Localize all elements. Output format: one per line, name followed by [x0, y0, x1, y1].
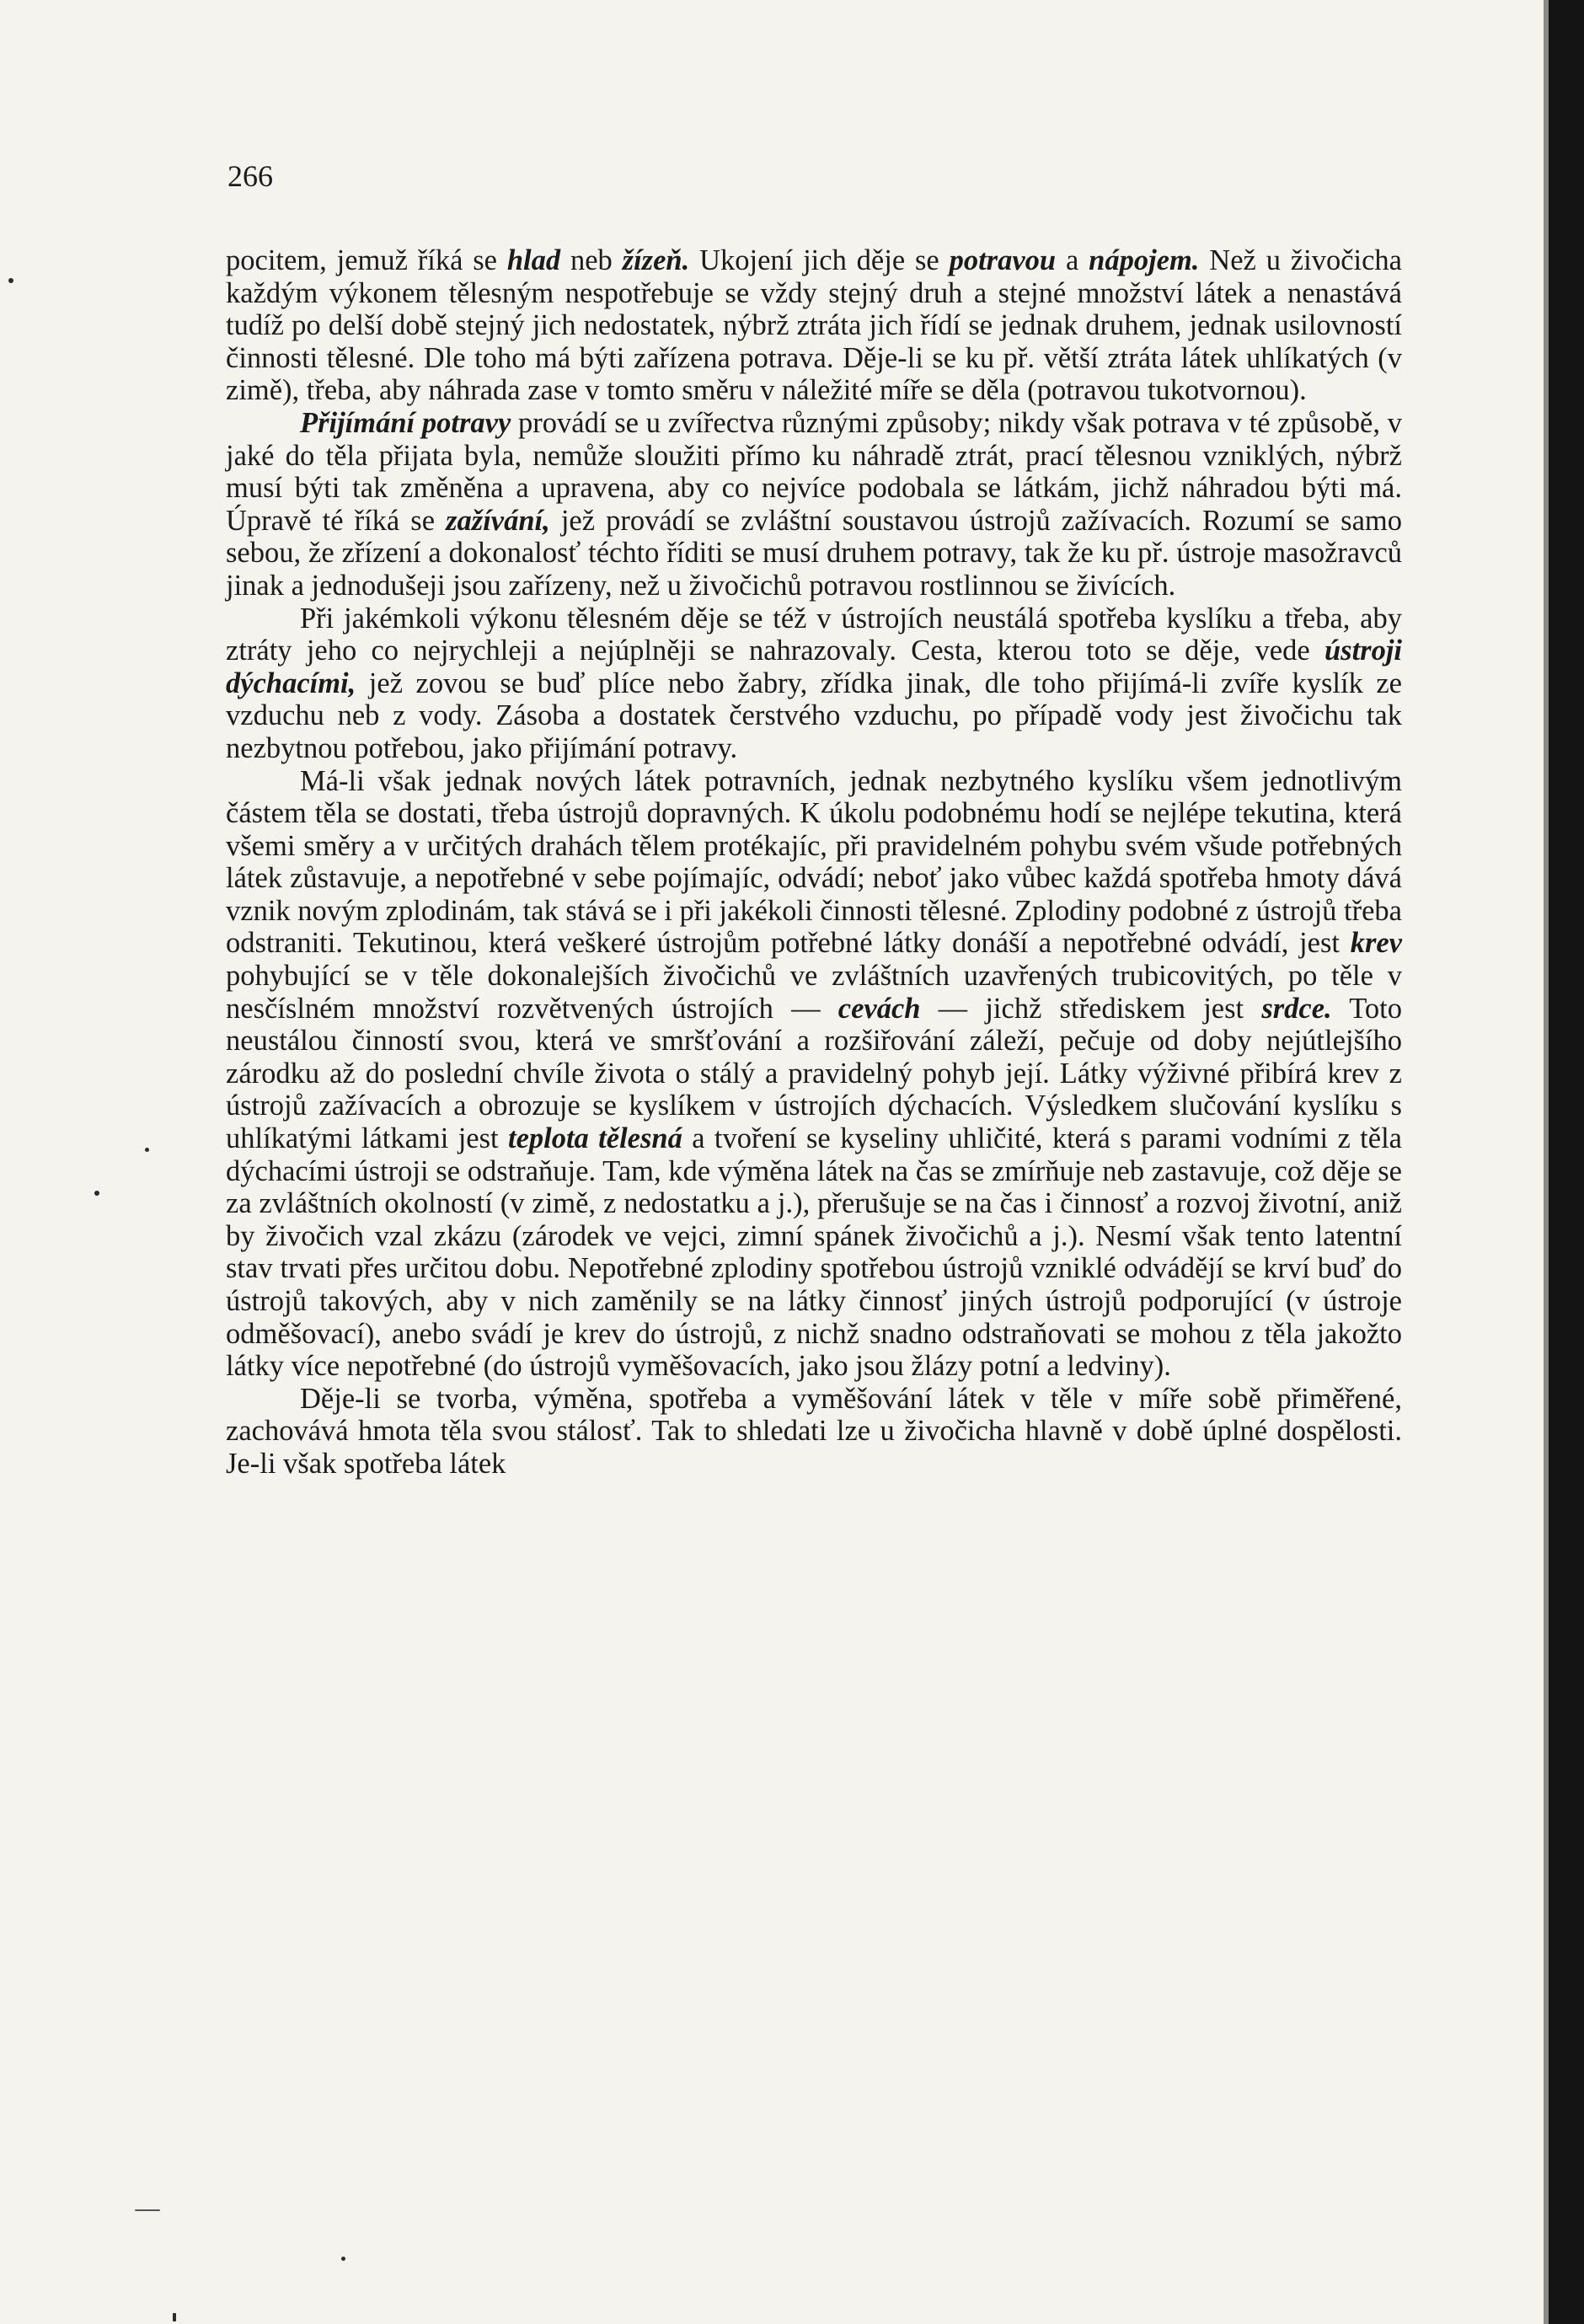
scan-speck [173, 2313, 176, 2321]
paragraph [226, 244, 1402, 407]
text-run: Při jakémkoli výkonu tělesném děje se též v ústrojích neustálá spotřeba kyslíku a třeba, aby ztráty jeho co nejrychleji a nejúplněji se nahrazovaly. Cesta, kterou toto se děje, vede [226, 602, 1402, 667]
text-run: Děje-li se tvorba, výměna, spotřeba a vyměšování látek v těle v míře sobě přiměřené, zachovává hmota těla svou stálosť. Tak to shledati lze u živočicha hlavně v době úplné dospělosti. Je-li však spotřeba látek [226, 1382, 1402, 1480]
text-run: Toto neustálou činností svou, která ve smršťování a rozšiřování záleží, pečuje od doby nejútlejšího zárodku až do poslední chvíle života o stálý a pravidelný pohyb její. Látky výživné přibírá krev z ústrojů zažívacích a obrozuje se kyslíkem v ústrojích dýchacích. Výsledkem slučování kyslíku s uhlíkatými látkami jest [226, 992, 1402, 1155]
paragraph [226, 602, 1402, 765]
text-run: neb [560, 244, 623, 276]
text-run: provádí se u zvířectva různými způsoby; nikdy však potrava v té způsobě, v jaké do těla přijata byla, nemůže sloužiti přímo ku náhradě ztrát, prací tělesnou vzniklých, nýbrž musí býti tak změněna a upravena, aby co nejvíce podobala se látkám, jichž náhradou býti má. Úpravě té říká se [226, 406, 1403, 537]
text-run: jež zovou se buď plíce nebo žabry, zřídka jinak, dle toho přijímá-li zvíře kyslík ze vzduchu neb z vody. Zásoba a dostatek čerstvého vzduchu, po případě vody jest živočichu tak nezbytnou potřebou, jako přijímání potravy. [226, 667, 1402, 764]
emphasized-term: žízeň. [622, 244, 690, 276]
emphasized-term: ústroji dýchacími, [226, 635, 1402, 699]
text-run: Má-li však jednak nových látek potravních, jednak nezbytného kyslíku všem jednotlivým částem těla se dostati, třeba ústrojů dopravných. K úkolu podobnému hodí se nejlépe tekutina, která všemi směry a v určitých drahách tělem protékajíc, při pravidelném pohybu svém všude potřebných látek zůstavuje, a nepotřebné v sebe pojímajíc, odvádí; neboť jako vůbec každá spotřeba hmoty dává vznik novým zplodinám, tak stává se i při jakékoli činnosti tělesné. Zplodiny podobné z ústrojů třeba odstraniti. Tekutinou, která veškeré ústrojům potřebné látky donáší a nepotřebné odvádí, jest [226, 764, 1402, 960]
page-number: 266 [227, 159, 273, 193]
emphasized-term: teplota tělesná [507, 1122, 682, 1155]
text-run: Ukojení jich děje se [689, 244, 950, 276]
emphasized-term: krev [1350, 927, 1402, 960]
scan-speck [135, 2209, 160, 2211]
scan-speck [94, 1191, 99, 1196]
emphasized-term: nápojem. [1089, 244, 1200, 276]
emphasized-term: cevách [837, 992, 921, 1025]
emphasized-term: Přijímání potravy [300, 406, 511, 439]
paragraph [226, 1383, 1402, 1481]
text-run: Než u živočicha každým výkonem tělesným nespotřebuje se vždy stejný druh a stejné množství látek a nenastává tudíž po delší době stejný jich nedostatek, nýbrž ztráta jich řídí se jednak druhem, jednak usilovností činnosti tělesné. Dle toho má býti zařízena potrava. Děje-li se ku př. větší ztráta látek uhlíkatých (v zimě), třeba, aby náhrada zase v tomto směru v náležité míře se děla (potravou tukotvornou). [226, 244, 1402, 407]
text-run: a [1056, 244, 1089, 276]
scan-speck [341, 2257, 345, 2261]
body-text [226, 244, 1402, 1481]
text-run: pocitem, jemuž říká se [226, 244, 507, 276]
text-run: jež provádí se zvláštní soustavou ústrojů zažívacích. Rozumí se samo sebou, že zřízení a dokonalosť téchto říditi se musí druhem potravy, tak že ku př. ústroje masožravců jinak a jednodušeji jsou zařízeny, než u živočichů potravou rostlinnou se živících. [226, 504, 1402, 602]
paragraph [226, 407, 1402, 602]
scan-speck [8, 278, 13, 283]
emphasized-term: hlad [506, 244, 561, 276]
text-run: — jichž střediskem jest [920, 992, 1262, 1025]
text-run: a tvoření se kyseliny uhličité, která s parami vodními z těla dýchacími ústroji se odstraňuje. Tam, kde výměna látek na čas se zmírňuje neb zastavuje, což děje se za zvláštních okolností (v zimě, z nedostatku a j.), přerušuje se na čas i činnosť a rozvoj životní, aniž by živočich vzal zkázu (zárodek ve vejci, zimní spánek živočichů a j.). Nesmí však tento latentní stav trvati přes určitou dobu. Nepotřebné zplodiny spotřebou ústrojů vzniklé odvádějí se krví buď do ústrojů takových, aby v nich zaměnily se na látky činnosť jiných ústrojů podporující (v ústroje odměšovací), anebo svádí je krev do ústrojů, z nichž snadno odstraňovati se mohou z těla jakožto látky více nepotřebné (do ústrojů vyměšovacích, jako jsou žlázy potní a ledviny). [226, 1122, 1402, 1383]
scan-speck [145, 1148, 149, 1152]
paragraph [226, 765, 1402, 1383]
emphasized-term: zažívání, [446, 504, 550, 537]
emphasized-term: srdce. [1261, 992, 1332, 1025]
text-run: pohybující se v těle dokonalejších živočichů ve zvláštních uzavřených trubicovitých, po těle v nesčíslném množství rozvětvených ústrojích — [226, 960, 1402, 1025]
scan-edge [1549, 0, 1584, 2324]
emphasized-term: potravou [949, 244, 1057, 276]
